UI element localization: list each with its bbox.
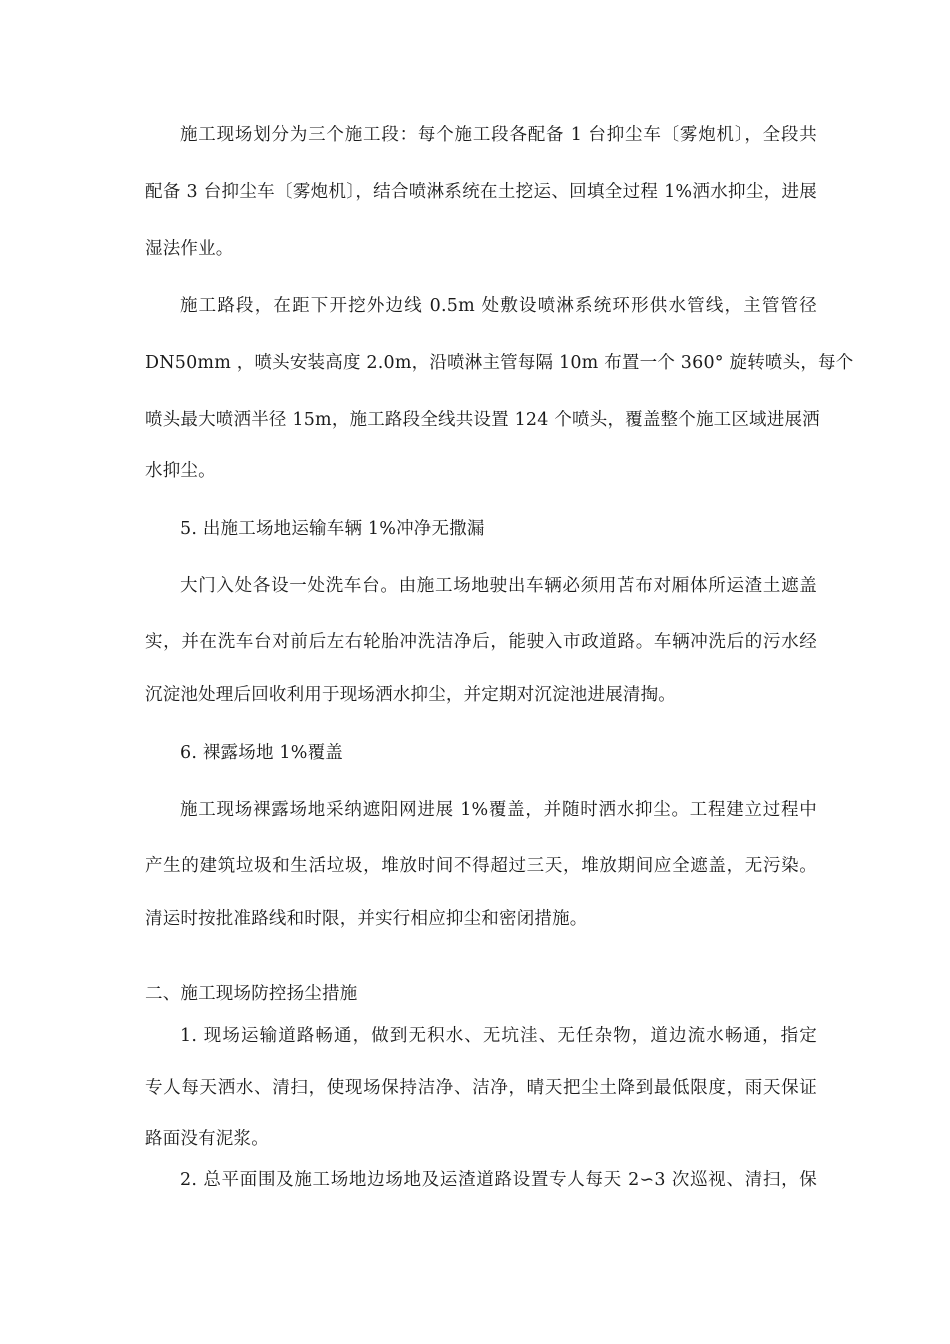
paragraph-5-line-3: 路面没有泥浆。	[145, 1129, 269, 1149]
paragraph-1-line-3: 湿法作业。	[145, 239, 234, 259]
subheading-6: 6. 裸露场地 1%覆盖	[180, 743, 343, 763]
paragraph-2-line-4: 水抑尘。	[145, 461, 216, 481]
paragraph-2-line-2: DN50mm ，喷头安装高度 2.0m，沿喷淋主管每隔 10m 布置一个 360° 旋转喷头，每个	[145, 353, 854, 373]
paragraph-3-line-1: 大门入处各设一处洗车台。由施工场地驶出车辆必须用苫布对厢体所运渣土遮盖	[180, 576, 817, 596]
paragraph-4-line-1: 施工现场裸露场地采纳遮阳网进展 1%覆盖，并随时洒水抑尘。工程建立过程中	[180, 800, 817, 820]
section-heading-2: 二、施工现场防控扬尘措施	[145, 984, 358, 1004]
paragraph-5-line-2: 专人每天洒水、清扫，使现场保持洁净、洁净，晴天把尘土降到最低限度，雨天保证	[145, 1078, 817, 1098]
paragraph-3-line-3: 沉淀池处理后回收利用于现场洒水抑尘，并定期对沉淀池进展清掏。	[145, 685, 676, 705]
subheading-5: 5. 出施工场地运输车辆 1%冲净无撒漏	[180, 519, 485, 539]
paragraph-6-line-1: 2. 总平面围及施工场地边场地及运渣道路设置专人每天 2∽3 次巡视、清扫，保	[180, 1170, 817, 1190]
paragraph-2-line-1: 施工路段，在距下开挖外边线 0.5m 处敷设喷淋系统环形供水管线，主管管径	[180, 296, 817, 316]
paragraph-1-line-2: 配备 3 台抑尘车〔雾炮机〕，结合喷淋系统在土挖运、回填全过程 1%洒水抑尘，进展	[145, 182, 817, 202]
paragraph-3-line-2: 实，并在洗车台对前后左右轮胎冲洗洁净后，能驶入市政道路。车辆冲洗后的污水经	[145, 632, 817, 652]
paragraph-5-line-1: 1. 现场运输道路畅通，做到无积水、无坑洼、无任杂物，道边流水畅通，指定	[180, 1026, 817, 1046]
paragraph-4-line-2: 产生的建筑垃圾和生活垃圾，堆放时间不得超过三天，堆放期间应全遮盖，无污染。	[145, 856, 817, 876]
paragraph-1-line-1: 施工现场划分为三个施工段：每个施工段各配备 1 台抑尘车〔雾炮机〕，全段共	[180, 125, 817, 145]
paragraph-2-line-3: 喷头最大喷洒半径 15m，施工路段全线共设置 124 个喷头，覆盖整个施工区域进展洒	[145, 410, 820, 430]
paragraph-4-line-3: 清运时按批准路线和时限，并实行相应抑尘和密闭措施。	[145, 909, 588, 929]
